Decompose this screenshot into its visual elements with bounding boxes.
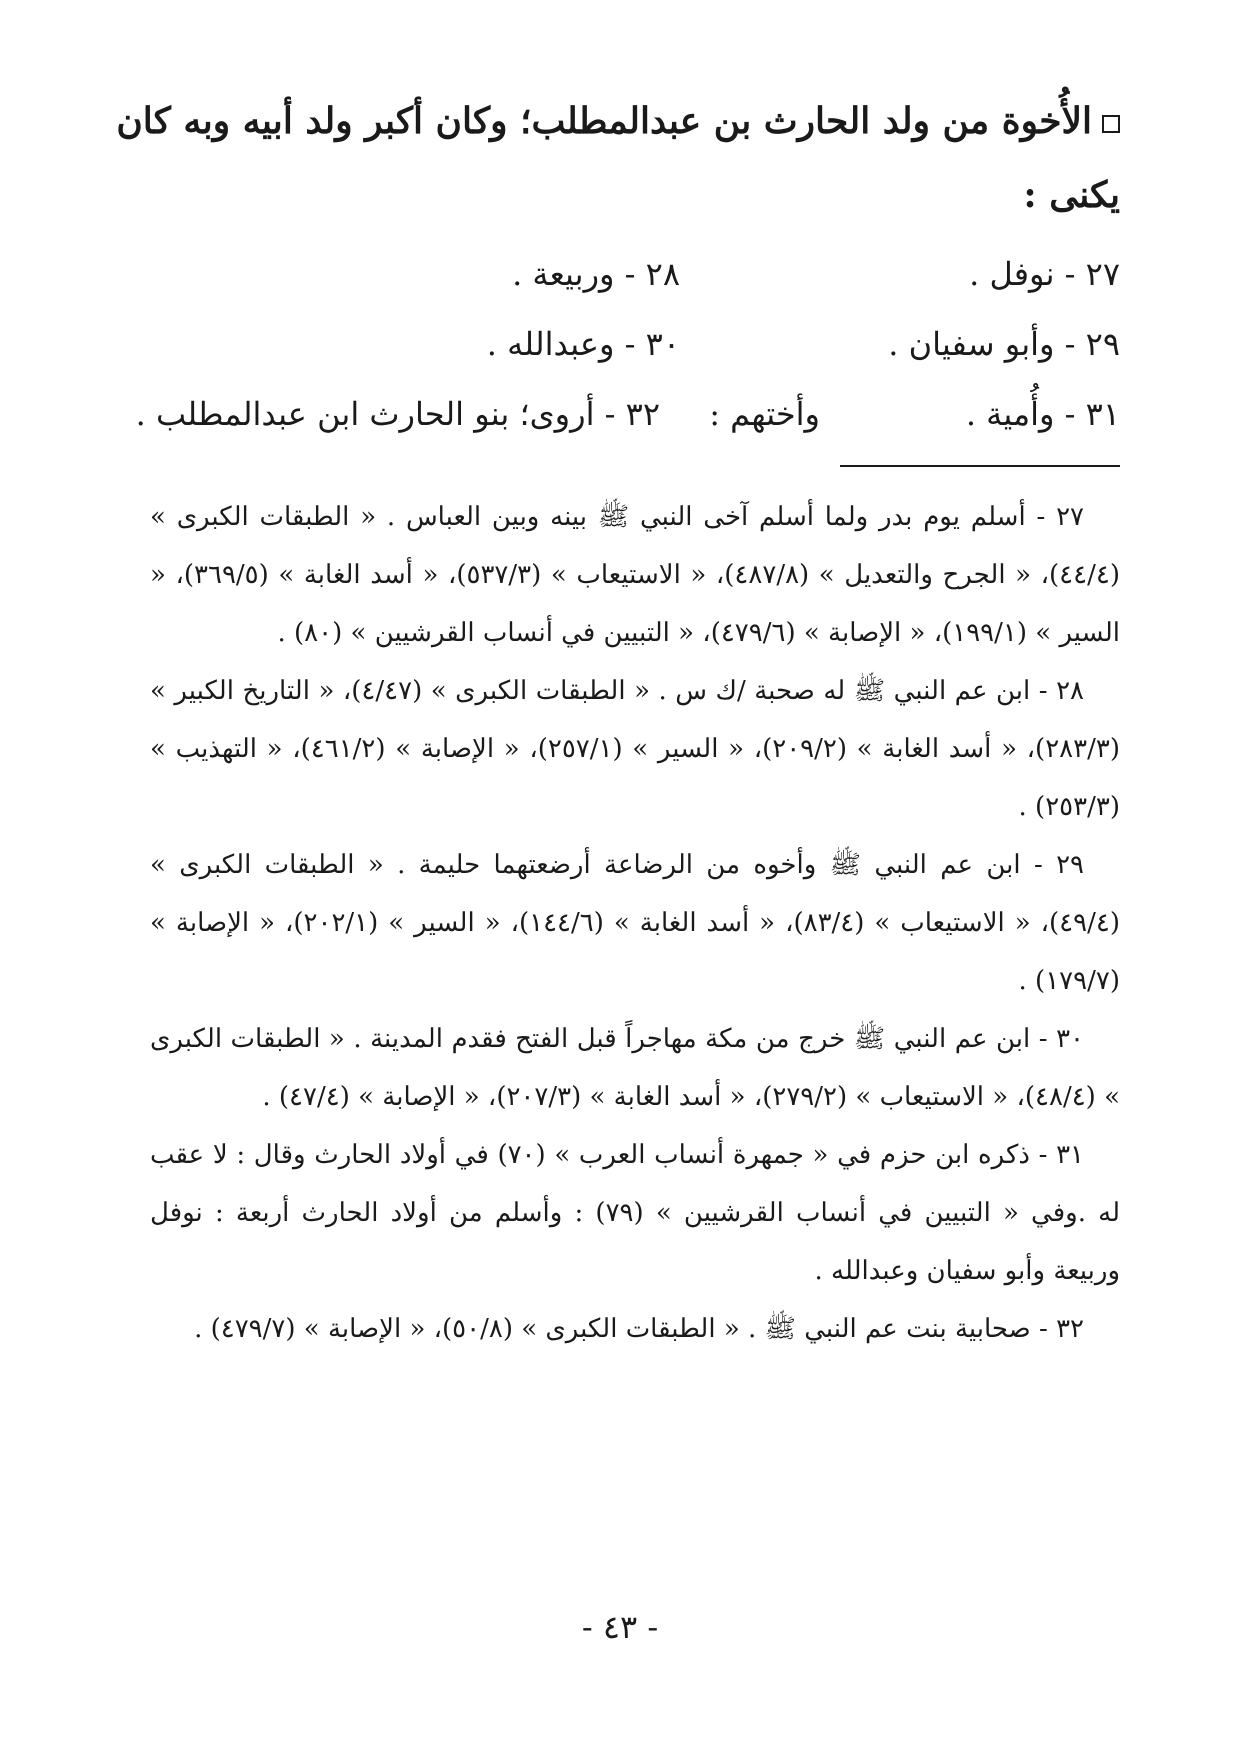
list-item: ٢٩ - وأبو سفيان .: [888, 325, 1120, 363]
heading-text-line1: الأُخوة من ولد الحارث بن عبدالمطلب؛ وكان أكبر ولد أبيه وبه كان: [116, 100, 1092, 142]
page-number: - ٤٣ -: [581, 1608, 659, 1646]
names-list-row: [0, 395, 1240, 445]
list-item-connector: وأختهم :: [709, 395, 820, 433]
footnote: ٢٨ - ابن عم النبي ﷺ له صحبة /ك س . « الطبقات الكبرى » (٤/٤٧)، « التاريخ الكبير » (٢٨٣/٣)، « أسد الغابة » (٢٠٩/٢)، « السير » (٢٥٧/١)، « الإصابة » (٤٦١/٢)، « التهذيب » (٢٥٣/٣) .: [150, 676, 1120, 822]
footnote: ٢٧ - أسلم يوم بدر ولما أسلم آخى النبي ﷺ بينه وبين العباس . « الطبقات الكبرى » (٤٤/٤)، « الجرح والتعديل » (٤٨٧/٨)، « الاستيعاب » (٥٣٧/٣)، « أسد الغابة » (٣٦٩/٥)، « السير » (١٩٩/١)، « الإصابة » (٤٧٩/٦)، « التبيين في أنساب القرشيين » (٨٠) .: [150, 502, 1120, 648]
list-item: ٣١ - وأُمية .: [965, 395, 1120, 433]
footnote: ٣١ - ذكره ابن حزم في « جمهرة أنساب العرب » (٧٠) في أولاد الحارث وقال : لا عقب له .وفي « التبيين في أنساب القرشيين » (٧٩) : وأسلم من أولاد الحارث أربعة : نوفل وربيعة وأبو سفيان وعبدالله .: [150, 1140, 1120, 1286]
footnote: ٣٠ - ابن عم النبي ﷺ خرج من مكة مهاجراً قبل الفتح فقدم المدينة . « الطبقات الكبرى » (٤٨/٤)، « الاستيعاب » (٢٧٩/٢)، « أسد الغابة » (٢٠٧/٣)، « الإصابة » (٤٧/٤) .: [150, 1024, 1120, 1112]
list-item: ٢٨ - وربيعة .: [512, 255, 680, 293]
footnote: ٢٩ - ابن عم النبي ﷺ وأخوه من الرضاعة أرضعتهما حليمة . « الطبقات الكبرى » (٤٩/٤)، « الاستيعاب » (٨٣/٤)، « أسد الغابة » (١٤٤/٦)، « السير » (٢٠٢/١)، « الإصابة » (١٧٩/٧) .: [150, 850, 1120, 996]
footnote: ٣٢ - صحابية بنت عم النبي ﷺ . « الطبقات الكبرى » (٥٠/٨)، « الإصابة » (٤٧٩/٧) .: [194, 1314, 1084, 1344]
square-bullet-icon: [1102, 115, 1120, 133]
list-item: ٣٠ - وعبدالله .: [486, 325, 680, 363]
names-list-row: [0, 255, 1240, 305]
section-heading: [116, 100, 1120, 142]
list-item: ٢٧ - نوفل .: [969, 255, 1120, 293]
footnotes: [150, 488, 1120, 1358]
list-item: ٣٢ - أروى؛ بنو الحارث ابن عبدالمطلب .: [135, 395, 660, 433]
heading-text-line2: يكنى :: [1023, 174, 1120, 216]
names-list-row: [0, 325, 1240, 375]
footnote-divider: [840, 465, 1120, 467]
section-heading-continued: [150, 174, 1120, 216]
